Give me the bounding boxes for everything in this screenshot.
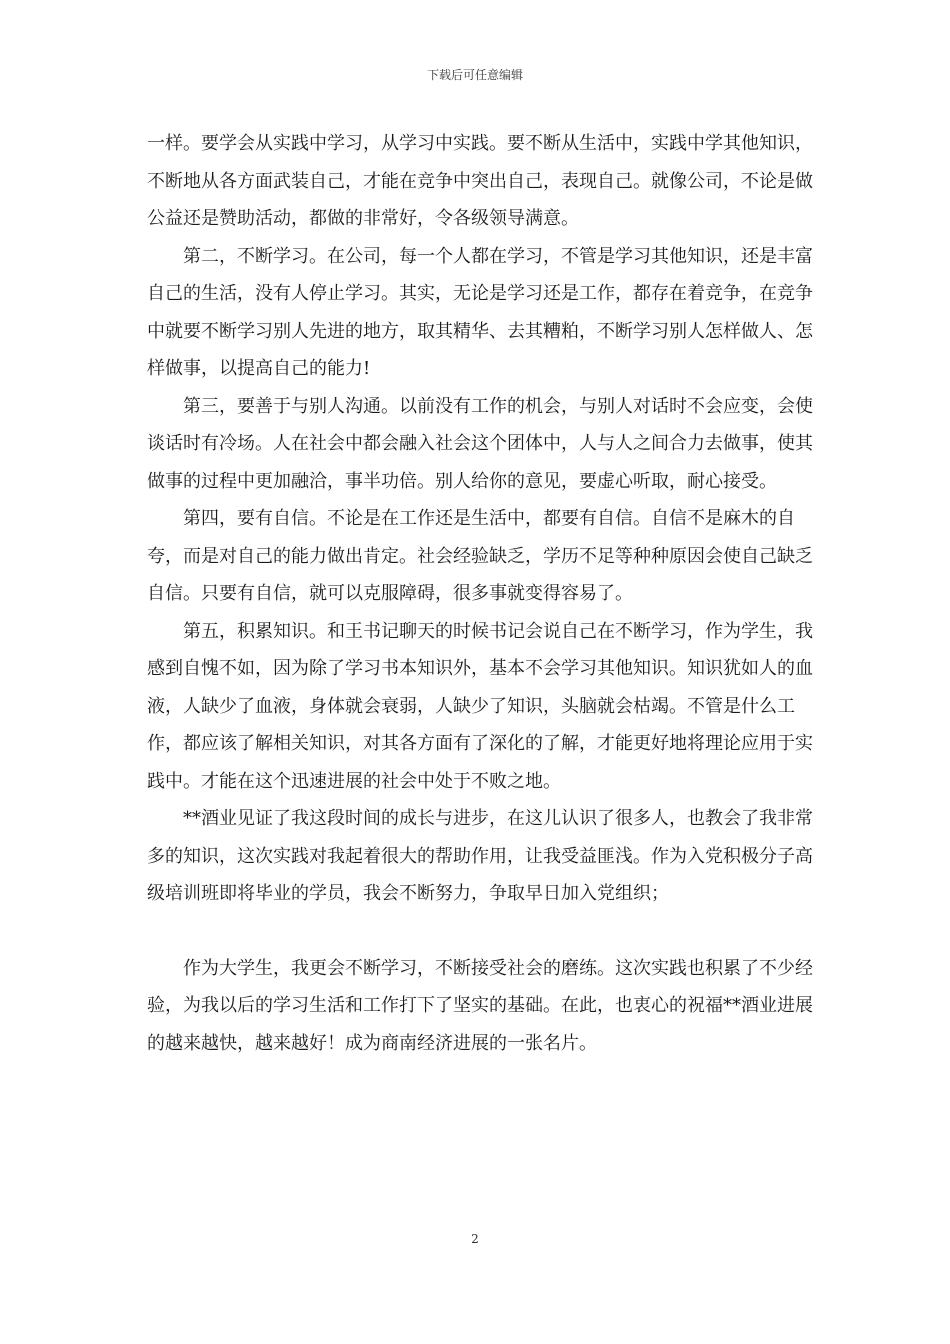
page-header: 下载后可任意编辑 xyxy=(426,68,523,82)
paragraph-second: 第二，不断学习。在公司，每一个人都在学习，不管是学习其他知识，还是丰富自己的生活，没有人停止学习。其实，无论是学习还是工作，都存在着竞争，在竞争中就要不断学习别人先进的地方，取其精华、去其糟粕，不断学习别人怎样做人、怎样做事，以提高自己的能力! xyxy=(147,245,813,379)
paragraph-third: 第三，要善于与别人沟通。以前没有工作的机会，与别人对话时不会应变，会使谈话时有冷场。人在社会中都会融入社会这个团体中，人与人之间合力去做事，使其做事的过程中更加融洽，事半功倍。别人给你的意见，要虚心听取，耐心接受。 xyxy=(147,395,813,492)
page-number: 2 xyxy=(471,1232,479,1246)
paragraph-winery: **酒业见证了我这段时间的成长与进步，在这儿认识了很多人，也教会了我非常多的知识，这次实践对我起着很大的帮助作用，让我受益匪浅。作为入党积极分子高级培训班即将毕业的学员，我会不断努力，争取早日加入党组织； xyxy=(147,808,813,904)
paragraph-fourth: 第四，要有自信。不论是在工作还是生活中，都要有自信。自信不是麻木的自夸，而是对自己的能力做出肯定。社会经验缺乏，学历不足等种种原因会使自己缺乏自信。只要有自信，就可以克服障碍，很多事就变得容易了。 xyxy=(147,508,813,604)
paragraph-continuation: 一样。要学会从实践中学习，从学习中实践。要不断从生活中，实践中学其他知识，不断地从各方面武装自己，才能在竞争中突出自己，表现自己。就像公司，不论是做公益还是赞助活动，都做的非常好，令各级领导满意。 xyxy=(147,133,813,229)
paragraph-fifth: 第五，积累知识。和王书记聊天的时候书记会说自己在不断学习，作为学生，我感到自愧不如，因为除了学习书本知识外，基本不会学习其他知识。知识犹如人的血液，人缺少了血液，身体就会衰弱，人缺少了知识，头脑就会枯竭。不管是什么工作，都应该了解相关知识，对其各方面有了深化的了解，才能更好地将理论应用于实践中。才能在这个迅速进展的社会中处于不败之地。 xyxy=(147,620,813,792)
paragraph-gap xyxy=(147,913,822,950)
document-body xyxy=(147,125,822,1062)
paragraph-closing: 作为大学生，我更会不断学习，不断接受社会的磨练。这次实践也积累了不少经验，为我以后的学习生活和工作打下了坚实的基础。在此，也衷心的祝福**酒业进展的越来越快，越来越好！成为商南经济进展的一张名片。 xyxy=(147,957,813,1054)
